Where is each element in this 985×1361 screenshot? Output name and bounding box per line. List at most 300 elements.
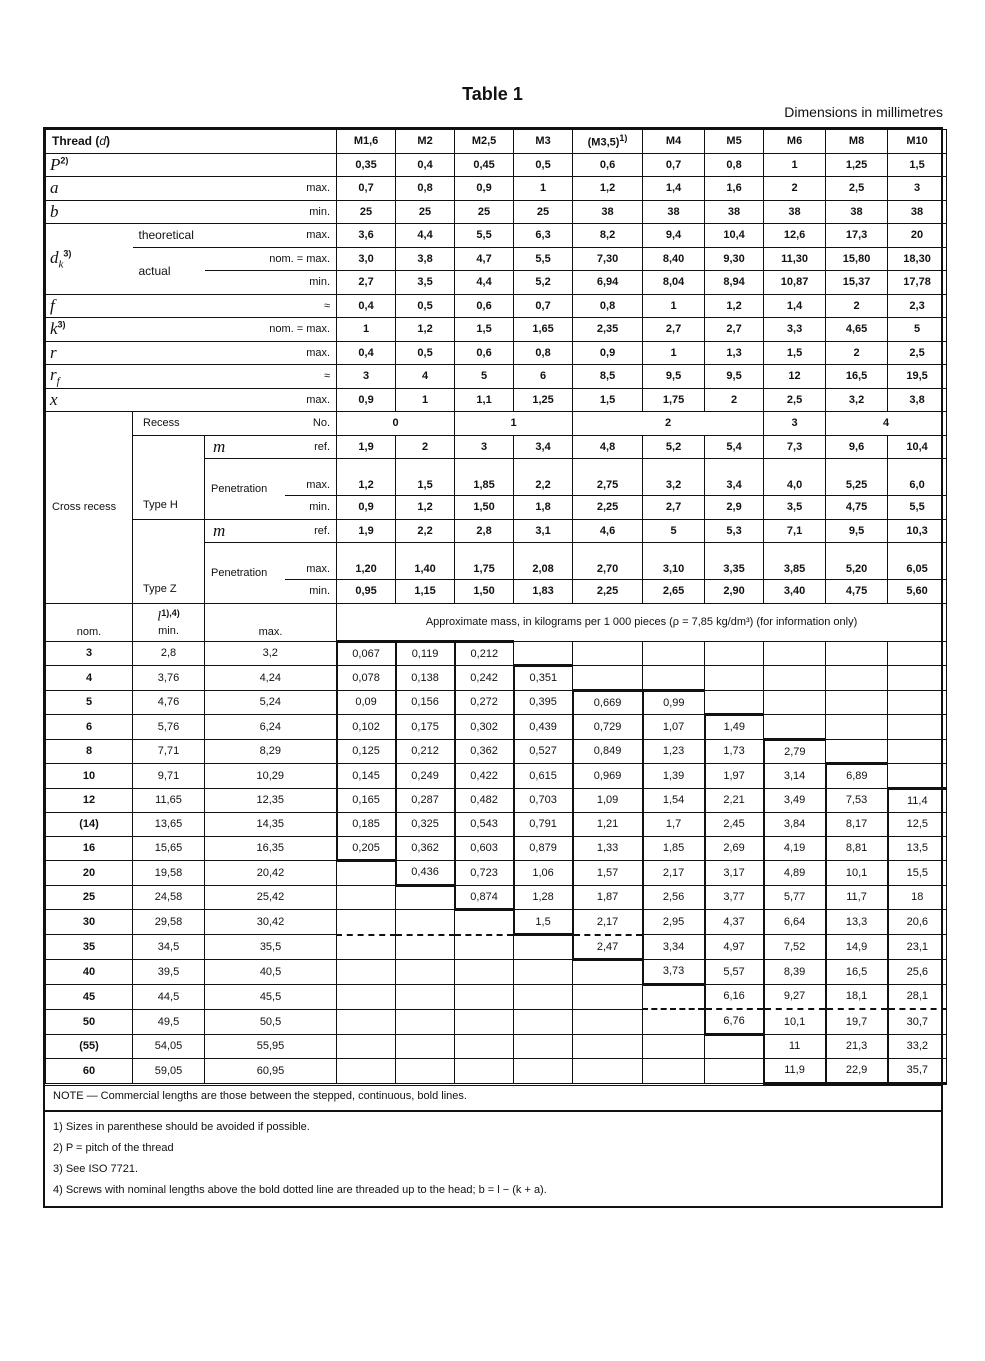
value-cell: 2 xyxy=(826,341,888,365)
value-cell: 1,2 xyxy=(337,459,396,496)
dimension-symbol xyxy=(46,388,205,412)
value-cell: 2,35 xyxy=(573,318,643,342)
mass-cell xyxy=(764,666,826,691)
value-cell: 3,0 xyxy=(337,247,396,271)
value-cell: 25 xyxy=(337,200,396,224)
value-cell: 0,7 xyxy=(514,294,573,318)
symbol: r xyxy=(50,342,57,362)
min-length: 44,5 xyxy=(133,984,205,1009)
m-symbol: m xyxy=(205,519,285,543)
mass-header: Approximate mass, in kilograms per 1 000 pieces (ρ = 7,85 kg/dm³) (for information only) xyxy=(337,603,947,641)
mass-cell xyxy=(705,1034,764,1059)
qualifier: max. xyxy=(285,543,337,580)
size-label: M6 xyxy=(786,135,803,148)
size-label: M1,6 xyxy=(353,135,379,148)
footnote-3: 3) See ISO 7721. xyxy=(53,1162,138,1175)
recess-number-row xyxy=(46,412,947,436)
footnote-2: 2) P = pitch of the thread xyxy=(53,1141,174,1154)
value-cell: 1,85 xyxy=(455,459,514,496)
length-row xyxy=(46,836,947,861)
value-cell: 7,3 xyxy=(764,435,826,459)
mass-cell: 0,102 xyxy=(337,715,396,740)
value-cell: 4,4 xyxy=(396,224,455,248)
min-length: 29,58 xyxy=(133,910,205,935)
mass-cell: 11,7 xyxy=(826,885,888,910)
mass-cell: 0,212 xyxy=(396,739,455,764)
footnote-ref: 3) xyxy=(63,247,72,258)
dimension-symbol xyxy=(46,224,133,295)
dimension-symbol xyxy=(46,177,285,201)
mass-cell: 3,77 xyxy=(705,885,764,910)
max-length: 8,29 xyxy=(205,739,337,764)
value-cell: 9,5 xyxy=(643,365,705,389)
size-header xyxy=(573,130,643,154)
mass-cell xyxy=(396,1009,455,1034)
value-cell: 12 xyxy=(764,365,826,389)
mass-cell: 3,17 xyxy=(705,861,764,886)
mass-cell xyxy=(705,666,764,691)
value-cell: 1,5 xyxy=(764,341,826,365)
dk-theoretical-row xyxy=(46,224,947,248)
value-cell: 1 xyxy=(643,341,705,365)
value-cell: 1,9 xyxy=(337,435,396,459)
value-cell: 1,5 xyxy=(573,388,643,412)
qualifier: min. xyxy=(285,580,337,604)
value-cell: 1,83 xyxy=(514,580,573,604)
value-cell: 38 xyxy=(764,200,826,224)
footnote-ref: 1),4) xyxy=(161,607,180,618)
mass-cell: 2,17 xyxy=(573,910,643,935)
value-cell: 8,2 xyxy=(573,224,643,248)
nom-length: 3 xyxy=(46,641,133,666)
note-commercial-lengths: NOTE — Commercial lengths are those between the stepped, continuous, bold lines. xyxy=(45,1085,941,1110)
mass-cell xyxy=(455,910,514,935)
mass-cell: 10,1 xyxy=(764,1009,826,1034)
mass-cell: 0,669 xyxy=(573,690,643,715)
value-cell: 10,4 xyxy=(705,224,764,248)
nom-length: 60 xyxy=(46,1059,133,1084)
size-label: M8 xyxy=(848,135,865,148)
mass-cell xyxy=(455,1059,514,1084)
type-z-m-row xyxy=(46,519,947,543)
nom-length: 40 xyxy=(46,960,133,985)
value-cell: 8,40 xyxy=(643,247,705,271)
value-cell: 17,3 xyxy=(826,224,888,248)
dimension-symbol xyxy=(46,294,205,318)
mass-cell xyxy=(337,1059,396,1084)
mass-cell: 2,45 xyxy=(705,813,764,837)
mass-cell xyxy=(396,885,455,910)
mass-cell: 0,615 xyxy=(514,764,573,789)
mass-cell xyxy=(826,690,888,715)
recess-number: 4 xyxy=(826,412,947,436)
value-cell: 0,6 xyxy=(455,341,514,365)
dimensions-table-frame xyxy=(43,127,943,1208)
length-symbol xyxy=(133,607,204,625)
mass-cell: 0,287 xyxy=(396,788,455,813)
nom-length: 8 xyxy=(46,739,133,764)
mass-cell xyxy=(337,960,396,985)
mass-cell xyxy=(396,1034,455,1059)
mass-cell xyxy=(643,984,705,1009)
mass-cell: 22,9 xyxy=(826,1059,888,1084)
size-header xyxy=(888,130,947,154)
mass-cell: 3,49 xyxy=(764,788,826,813)
mass-cell: 1,06 xyxy=(514,861,573,886)
mass-cell: 1,39 xyxy=(643,764,705,789)
length-row xyxy=(46,885,947,910)
dk-actual-max-row xyxy=(46,247,947,271)
mass-cell xyxy=(514,984,573,1009)
mass-cell: 10,1 xyxy=(826,861,888,886)
footnote-4: 4) Screws with nominal lengths above the bold dotted line are threaded up to the head; b = l − (k + a). xyxy=(53,1183,547,1196)
nom-length: (55) xyxy=(46,1034,133,1059)
mass-cell: 0,302 xyxy=(455,715,514,740)
qualifier: max. xyxy=(285,459,337,496)
mass-cell xyxy=(573,960,643,985)
max-length: 45,5 xyxy=(205,984,337,1009)
mass-cell: 6,76 xyxy=(705,1009,764,1034)
value-cell: 2,25 xyxy=(573,580,643,604)
mass-cell xyxy=(826,666,888,691)
value-cell: 2,7 xyxy=(337,271,396,295)
nom-length: 45 xyxy=(46,984,133,1009)
nom-length: 5 xyxy=(46,690,133,715)
mass-cell: 1,09 xyxy=(573,788,643,813)
value-cell: 0,7 xyxy=(337,177,396,201)
mass-cell: 4,89 xyxy=(764,861,826,886)
value-cell: 0,5 xyxy=(396,294,455,318)
mass-cell: 11 xyxy=(764,1034,826,1059)
value-cell: 10,87 xyxy=(764,271,826,295)
table-title: Table 1 xyxy=(462,84,523,104)
value-cell: 5,5 xyxy=(455,224,514,248)
value-cell: 3,5 xyxy=(396,271,455,295)
value-cell: 3 xyxy=(888,177,947,201)
length-row xyxy=(46,788,947,813)
mass-cell xyxy=(396,1059,455,1084)
thread-symbol: d xyxy=(99,134,107,149)
min-length: 49,5 xyxy=(133,1009,205,1034)
mass-cell: 0,527 xyxy=(514,739,573,764)
value-cell: 3,6 xyxy=(337,224,396,248)
l-symbol: l xyxy=(157,609,162,625)
value-cell: 2,5 xyxy=(826,177,888,201)
mass-cell xyxy=(455,1034,514,1059)
footnote-ref: 3) xyxy=(57,319,66,330)
value-cell: 1,4 xyxy=(643,177,705,201)
mass-cell: 4,37 xyxy=(705,910,764,935)
min-label xyxy=(133,603,205,641)
value-cell: 15,37 xyxy=(826,271,888,295)
value-cell: 5 xyxy=(455,365,514,389)
mass-cell: 0,849 xyxy=(573,739,643,764)
value-cell: 9,4 xyxy=(643,224,705,248)
value-cell: 20 xyxy=(888,224,947,248)
nom-length: 6 xyxy=(46,715,133,740)
actual-label: actual xyxy=(133,247,205,294)
value-cell: 2,75 xyxy=(573,459,643,496)
value-cell: 6,05 xyxy=(888,543,947,580)
mass-cell: 0,362 xyxy=(396,836,455,861)
qualifier: nom. = max. xyxy=(205,318,337,342)
value-cell: 1 xyxy=(643,294,705,318)
value-cell: 4,4 xyxy=(455,271,514,295)
value-cell: 19,5 xyxy=(888,365,947,389)
max-length: 20,42 xyxy=(205,861,337,886)
max-label: max. xyxy=(205,603,337,641)
value-cell: 0,9 xyxy=(455,177,514,201)
theoretical-label: theoretical xyxy=(133,224,285,248)
value-cell: 4,0 xyxy=(764,459,826,496)
value-cell: 5,25 xyxy=(826,459,888,496)
mass-cell xyxy=(643,641,705,666)
mass-cell: 19,7 xyxy=(826,1009,888,1034)
max-length: 3,2 xyxy=(205,641,337,666)
value-cell: 1,4 xyxy=(764,294,826,318)
value-cell: 15,80 xyxy=(826,247,888,271)
value-cell: 2 xyxy=(705,388,764,412)
length-row xyxy=(46,984,947,1009)
value-cell: 2,7 xyxy=(705,318,764,342)
value-cell: 0,9 xyxy=(573,341,643,365)
qualifier: min. xyxy=(285,200,337,224)
mass-cell xyxy=(826,715,888,740)
mass-cell xyxy=(888,715,947,740)
length-row xyxy=(46,935,947,960)
symbol: f xyxy=(50,295,55,315)
value-cell: 1 xyxy=(337,318,396,342)
mass-cell: 0,791 xyxy=(514,813,573,837)
value-cell: 5,5 xyxy=(888,496,947,520)
value-cell: 0,9 xyxy=(337,388,396,412)
value-cell: 2,2 xyxy=(396,519,455,543)
value-cell: 3,8 xyxy=(396,247,455,271)
value-cell: 1,65 xyxy=(514,318,573,342)
mass-cell xyxy=(514,1034,573,1059)
min-length: 24,58 xyxy=(133,885,205,910)
max-length: 16,35 xyxy=(205,836,337,861)
nom-length: 12 xyxy=(46,788,133,813)
max-length: 60,95 xyxy=(205,1059,337,1084)
mass-cell xyxy=(888,641,947,666)
value-cell: 3,4 xyxy=(705,459,764,496)
nom-length: 50 xyxy=(46,1009,133,1034)
value-cell: 18,30 xyxy=(888,247,947,271)
value-cell: 9,6 xyxy=(826,435,888,459)
mass-cell: 0,145 xyxy=(337,764,396,789)
mass-cell xyxy=(888,666,947,691)
mass-cell xyxy=(455,1009,514,1034)
value-cell: 4,8 xyxy=(573,435,643,459)
min-label-text: min. xyxy=(158,624,179,637)
length-row xyxy=(46,1034,947,1059)
value-cell: 0,4 xyxy=(337,294,396,318)
value-cell: 38 xyxy=(643,200,705,224)
mass-cell: 13,3 xyxy=(826,910,888,935)
value-cell: 3,2 xyxy=(826,388,888,412)
mass-cell: 0,729 xyxy=(573,715,643,740)
value-cell: 1,2 xyxy=(396,496,455,520)
symbol-subscript: f xyxy=(56,375,60,388)
value-cell: 0,8 xyxy=(573,294,643,318)
nom-length: 4 xyxy=(46,666,133,691)
type-label: Type Z xyxy=(133,519,205,603)
value-cell: 6,0 xyxy=(888,459,947,496)
min-length: 11,65 xyxy=(133,788,205,813)
value-cell: 5 xyxy=(888,318,947,342)
qualifier: min. xyxy=(205,271,337,295)
mass-cell: 14,9 xyxy=(826,935,888,960)
size-label: M2 xyxy=(417,135,433,148)
value-cell: 2,70 xyxy=(573,543,643,580)
mass-cell: 0,362 xyxy=(455,739,514,764)
length-row xyxy=(46,1059,947,1084)
mass-cell xyxy=(888,764,947,789)
mass-cell: 0,205 xyxy=(337,836,396,861)
mass-cell: 0,603 xyxy=(455,836,514,861)
mass-cell: 0,874 xyxy=(455,885,514,910)
size-header xyxy=(643,130,705,154)
mass-cell xyxy=(396,984,455,1009)
min-length: 7,71 xyxy=(133,739,205,764)
max-length: 25,42 xyxy=(205,885,337,910)
mass-cell: 0,09 xyxy=(337,690,396,715)
length-row xyxy=(46,1009,947,1034)
qualifier: ≈ xyxy=(205,294,337,318)
value-cell: 16,5 xyxy=(826,365,888,389)
value-cell: 5,4 xyxy=(705,435,764,459)
value-cell: 1,15 xyxy=(396,580,455,604)
value-cell: 1,5 xyxy=(455,318,514,342)
length-row xyxy=(46,739,947,764)
value-cell: 1,40 xyxy=(396,543,455,580)
min-length: 34,5 xyxy=(133,935,205,960)
dimension-row xyxy=(46,177,947,201)
nom-length: 20 xyxy=(46,861,133,886)
value-cell: 2,8 xyxy=(455,519,514,543)
length-row xyxy=(46,641,947,666)
value-cell: 17,78 xyxy=(888,271,947,295)
length-row xyxy=(46,715,947,740)
thread-header: Thread (d) xyxy=(46,130,337,154)
size-label: M2,5 xyxy=(471,135,497,148)
qualifier: ref. xyxy=(285,519,337,543)
value-cell: 2 xyxy=(764,177,826,201)
value-cell: 0,4 xyxy=(337,341,396,365)
cross-recess-label: Cross recess xyxy=(46,412,133,604)
value-cell: 11,30 xyxy=(764,247,826,271)
min-length: 59,05 xyxy=(133,1059,205,1084)
value-cell: 3,10 xyxy=(643,543,705,580)
min-length: 13,65 xyxy=(133,813,205,837)
value-cell: 3,5 xyxy=(764,496,826,520)
value-cell: 10,4 xyxy=(888,435,947,459)
value-cell: 9,5 xyxy=(826,519,888,543)
dimension-symbol xyxy=(46,341,205,365)
value-cell: 6,94 xyxy=(573,271,643,295)
footnote-ref: 1) xyxy=(619,133,628,144)
mass-cell: 0,249 xyxy=(396,764,455,789)
header-row xyxy=(46,130,947,154)
mass-cell xyxy=(764,690,826,715)
length-header-row xyxy=(46,603,947,641)
dimension-row xyxy=(46,153,947,177)
max-length: 30,42 xyxy=(205,910,337,935)
mass-cell: 1,33 xyxy=(573,836,643,861)
max-length: 14,35 xyxy=(205,813,337,837)
mass-cell xyxy=(514,641,573,666)
value-cell: 2,65 xyxy=(643,580,705,604)
mass-cell: 13,5 xyxy=(888,836,947,861)
mass-cell xyxy=(455,935,514,960)
mass-cell xyxy=(455,960,514,985)
value-cell: 0,8 xyxy=(514,341,573,365)
mass-cell: 18,1 xyxy=(826,984,888,1009)
value-cell: 2,7 xyxy=(643,318,705,342)
mass-cell: 0,325 xyxy=(396,813,455,837)
footnote-ref: 2) xyxy=(60,155,69,166)
recess-number: 3 xyxy=(764,412,826,436)
value-cell: 0,95 xyxy=(337,580,396,604)
type-label: Type H xyxy=(133,435,205,519)
mass-cell xyxy=(705,641,764,666)
value-cell: 0,5 xyxy=(396,341,455,365)
mass-cell xyxy=(337,885,396,910)
mass-cell: 0,156 xyxy=(396,690,455,715)
value-cell: 38 xyxy=(888,200,947,224)
mass-cell xyxy=(826,739,888,764)
mass-cell: 35,7 xyxy=(888,1059,947,1084)
m-symbol: m xyxy=(205,435,285,459)
max-length: 12,35 xyxy=(205,788,337,813)
mass-cell xyxy=(705,690,764,715)
value-cell: 1,1 xyxy=(455,388,514,412)
value-cell: 25 xyxy=(455,200,514,224)
mass-cell xyxy=(514,935,573,960)
value-cell: 10,3 xyxy=(888,519,947,543)
nom-length: 10 xyxy=(46,764,133,789)
nom-length: 25 xyxy=(46,885,133,910)
min-length: 39,5 xyxy=(133,960,205,985)
mass-cell: 0,482 xyxy=(455,788,514,813)
mass-cell: 0,351 xyxy=(514,666,573,691)
max-length: 40,5 xyxy=(205,960,337,985)
value-cell: 8,94 xyxy=(705,271,764,295)
value-cell: 2,25 xyxy=(573,496,643,520)
mass-cell xyxy=(396,910,455,935)
mass-cell: 0,703 xyxy=(514,788,573,813)
length-row xyxy=(46,764,947,789)
mass-cell xyxy=(514,1009,573,1034)
mass-cell: 9,27 xyxy=(764,984,826,1009)
value-cell: 1,20 xyxy=(337,543,396,580)
mass-cell xyxy=(888,739,947,764)
qualifier: max. xyxy=(285,224,337,248)
mass-cell: 7,53 xyxy=(826,788,888,813)
mass-cell: 0,422 xyxy=(455,764,514,789)
recess-number: 2 xyxy=(573,412,764,436)
mass-cell: 6,64 xyxy=(764,910,826,935)
min-length: 2,8 xyxy=(133,641,205,666)
value-cell: 0,6 xyxy=(455,294,514,318)
mass-cell xyxy=(705,1059,764,1084)
nom-length: 35 xyxy=(46,935,133,960)
value-cell: 1,25 xyxy=(514,388,573,412)
mass-cell: 1,7 xyxy=(643,813,705,837)
dimension-symbol xyxy=(46,365,205,389)
value-cell: 1,25 xyxy=(826,153,888,177)
